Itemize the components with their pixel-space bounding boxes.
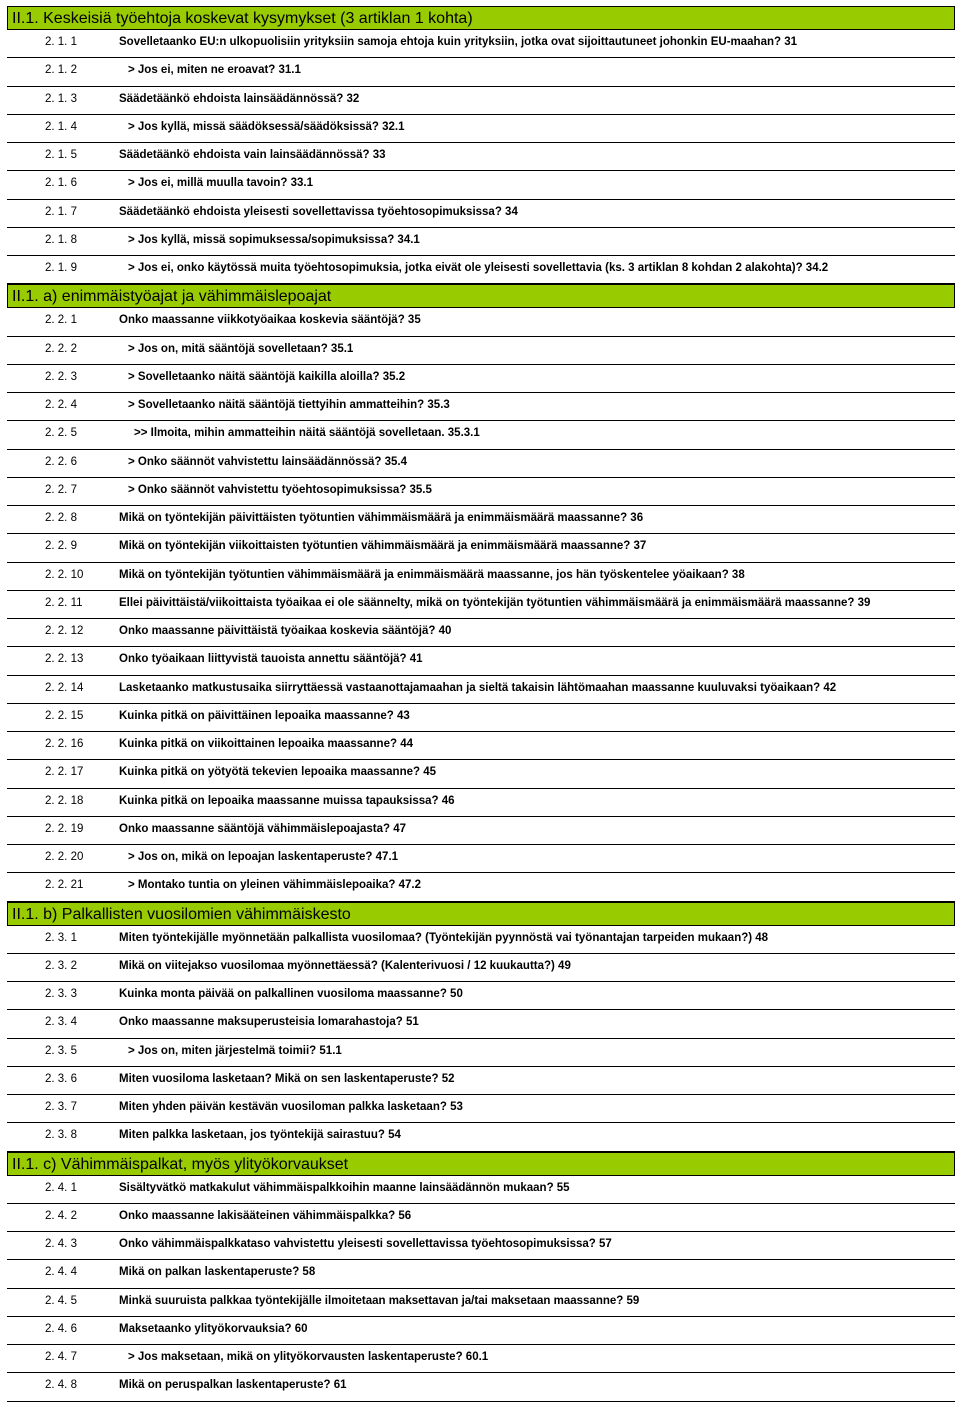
- question-text: > Sovelletaanko näitä sääntöjä tiettyihin ammatteihin? 35.3: [128, 399, 450, 411]
- question-number: 2. 2. 14: [45, 681, 84, 694]
- question-number: 2. 2. 9: [45, 540, 77, 553]
- question-row: [7, 845, 955, 873]
- question-text: Mikä on peruspalkan laskentaperuste? 61: [119, 1379, 347, 1392]
- question-number: 2. 3. 5: [45, 1044, 77, 1057]
- question-row: [7, 1039, 955, 1067]
- question-number: 2. 2. 8: [45, 512, 77, 524]
- question-row: [7, 789, 955, 817]
- question-text: Kuinka monta päivää on palkallinen vuosiloma maassanne? 50: [119, 988, 463, 1000]
- question-row: [7, 1123, 955, 1151]
- question-text: > Jos ei, onko käytössä muita työehtosopimuksia, jotka eivät ole yleisesti sovellettavia (ks. 3 artiklan 8 kohdan 2 alakohta)? 34.2: [128, 262, 829, 274]
- question-row: [7, 732, 955, 760]
- question-number: 2. 2. 4: [45, 399, 77, 411]
- question-text: > Sovelletaanko näitä sääntöjä kaikilla aloilla? 35.2: [128, 370, 406, 383]
- question-number: 2. 2. 19: [45, 822, 84, 835]
- question-text: > Jos ei, miten ne eroavat? 31.1: [128, 64, 301, 77]
- question-number: 2. 1. 1: [45, 36, 77, 48]
- question-number: 2. 2. 13: [45, 653, 84, 666]
- question-text: Mikä on työntekijän päivittäisten työtuntien vähimmäismäärä ja enimmäismäärä maassanne? 36: [119, 512, 644, 524]
- question-row: [7, 256, 955, 284]
- question-text: Säädetäänkö ehdoista vain lainsäädännössä? 33: [119, 149, 386, 161]
- question-row: [7, 760, 955, 788]
- question-text: Säädetäänkö ehdoista yleisesti sovellettavissa työehtosopimuksissa? 34: [119, 205, 518, 218]
- section-header: II.1. c) Vähimmäispalkat, myös ylityökorvaukset: [7, 1152, 955, 1176]
- question-text: > Jos on, mitä sääntöjä sovelletaan? 35.1: [128, 342, 354, 355]
- question-number: 2. 4. 6: [45, 1322, 77, 1335]
- question-text: Mikä on työntekijän viikoittaisten työtuntien vähimmäismäärä ja enimmäismäärä maassanne? 37: [119, 540, 647, 553]
- question-row: [7, 563, 955, 591]
- question-number: 2. 1. 6: [45, 177, 77, 190]
- question-number: 2. 2. 2: [45, 342, 77, 355]
- question-text: Kuinka pitkä on yötyötä tekevien lepoaika maassanne? 45: [119, 766, 437, 779]
- question-number: 2. 2. 10: [45, 568, 84, 581]
- question-number: 2. 2. 1: [45, 314, 77, 327]
- question-row: [7, 171, 955, 199]
- question-row: [7, 58, 955, 86]
- question-row: [7, 1176, 955, 1204]
- question-row: [7, 1373, 955, 1401]
- question-number: 2. 1. 8: [45, 233, 77, 246]
- question-text: Sovelletaanko EU:n ulkopuolisiin yrityksiin samoja ehtoja kuin yrityksiin, jotka ovat sijoittautuneet johonkin EU-maahan? 31: [119, 36, 798, 48]
- question-row: [7, 873, 955, 901]
- questionnaire-document: [7, 6, 955, 1402]
- question-number: 2. 3. 3: [45, 988, 77, 1000]
- question-number: 2. 4. 7: [45, 1351, 77, 1363]
- question-row: [7, 1095, 955, 1123]
- section-header: II.1. Keskeisiä työehtoja koskevat kysymykset (3 artiklan 1 kohta): [7, 6, 955, 30]
- question-row: [7, 450, 955, 478]
- question-row: [7, 506, 955, 534]
- section-header: II.1. b) Palkallisten vuosilomien vähimmäiskesto: [7, 902, 955, 926]
- question-text: > Onko säännöt vahvistettu lainsäädännössä? 35.4: [128, 455, 407, 468]
- question-number: 2. 1. 4: [45, 120, 77, 133]
- question-text: Kuinka pitkä on viikoittainen lepoaika maassanne? 44: [119, 738, 413, 750]
- question-text: > Jos kyllä, missä sopimuksessa/sopimuksissa? 34.1: [128, 233, 420, 246]
- question-number: 2. 2. 20: [45, 851, 84, 863]
- question-row: [7, 817, 955, 845]
- question-number: 2. 4. 3: [45, 1238, 77, 1250]
- question-number: 2. 2. 16: [45, 738, 84, 750]
- question-row: [7, 143, 955, 171]
- question-text: > Jos kyllä, missä säädöksessä/säädöksissä? 32.1: [128, 120, 405, 133]
- question-text: Säädetäänkö ehdoista lainsäädännössä? 32: [119, 92, 360, 105]
- question-row: [7, 676, 955, 704]
- question-row: [7, 591, 955, 619]
- question-number: 2. 2. 6: [45, 455, 77, 468]
- question-number: 2. 3. 8: [45, 1129, 77, 1142]
- question-text: Onko työaikaan liittyvistä tauoista annettu sääntöjä? 41: [119, 653, 423, 666]
- question-row: [7, 954, 955, 982]
- question-text: Mikä on viitejakso vuosilomaa myönnettäessä? (Kalenterivuosi / 12 kuukautta?) 49: [119, 959, 571, 972]
- question-row: [7, 1067, 955, 1095]
- question-text: Lasketaanko matkustusaika siirryttäessä vastaanottajamaahan ja sieltä takaisin lähtömaahan maassanne kuuluvaksi työaikaan? 42: [119, 681, 837, 694]
- sections-container: [7, 6, 955, 1402]
- question-row: [7, 308, 955, 336]
- question-text: Kuinka pitkä on lepoaika maassanne muissa tapauksissa? 46: [119, 794, 455, 807]
- question-number: 2. 4. 4: [45, 1266, 77, 1279]
- question-number: 2. 3. 4: [45, 1016, 77, 1029]
- question-text: Onko maassanne viikkotyöaikaa koskevia sääntöjä? 35: [119, 314, 421, 327]
- question-text: Minkä suuruista palkkaa työntekijälle ilmoitetaan maksettavan ja/tai maksetaan maassanne? 59: [119, 1294, 640, 1307]
- question-text: Onko maassanne lakisääteinen vähimmäispalkka? 56: [119, 1209, 412, 1222]
- question-number: 2. 2. 5: [45, 427, 77, 440]
- question-text: Onko maassanne maksuperusteisia lomarahastoja? 51: [119, 1016, 419, 1029]
- question-row: [7, 704, 955, 732]
- question-text: Onko maassanne sääntöjä vähimmäislepoajasta? 47: [119, 822, 406, 835]
- question-text: >> Ilmoita, mihin ammatteihin näitä sääntöjä sovelletaan. 35.3.1: [134, 427, 480, 440]
- question-text: Sisältyvätkö matkakulut vähimmäispalkkoihin maanne lainsäädännön mukaan? 55: [119, 1181, 570, 1194]
- section-header: II.1. a) enimmäistyöajat ja vähimmäislepoajat: [7, 284, 955, 308]
- question-row: [7, 115, 955, 143]
- question-text: Miten työntekijälle myönnetään palkallista vuosilomaa? (Työntekijän pyynnöstä vai työnantajan tarpeiden mukaan?) 48: [119, 931, 769, 944]
- question-number: 2. 2. 12: [45, 625, 84, 637]
- question-text: Onko vähimmäispalkkataso vahvistettu yleisesti sovellettavissa työehtosopimuksissa? 57: [119, 1238, 612, 1250]
- question-text: Onko maassanne päivittäistä työaikaa koskevia sääntöjä? 40: [119, 625, 452, 637]
- question-text: > Montako tuntia on yleinen vähimmäislepoaika? 47.2: [128, 879, 422, 892]
- question-row: [7, 421, 955, 449]
- question-text: Ellei päivittäistä/viikoittaista työaikaa ei ole säännelty, mikä on työntekijän työtuntien vähimmäismäärä ja enimmäismäärä maassanne? 39: [119, 596, 871, 609]
- question-text: Maksetaanko ylityökorvauksia? 60: [119, 1322, 308, 1335]
- question-number: 2. 1. 2: [45, 64, 77, 77]
- question-row: [7, 365, 955, 393]
- question-number: 2. 4. 5: [45, 1294, 77, 1307]
- question-number: 2. 1. 5: [45, 149, 77, 161]
- question-number: 2. 2. 21: [45, 879, 84, 892]
- question-number: 2. 3. 6: [45, 1072, 77, 1085]
- question-row: [7, 228, 955, 256]
- question-number: 2. 2. 11: [45, 596, 83, 609]
- question-number: 2. 3. 2: [45, 959, 77, 972]
- question-row: [7, 87, 955, 115]
- question-text: Miten yhden päivän kestävän vuosiloman palkka lasketaan? 53: [119, 1101, 463, 1113]
- question-text: Miten vuosiloma lasketaan? Mikä on sen laskentaperuste? 52: [119, 1072, 455, 1085]
- question-number: 2. 4. 1: [45, 1181, 77, 1194]
- question-number: 2. 2. 3: [45, 370, 77, 383]
- question-row: [7, 1317, 955, 1345]
- question-number: 2. 1. 3: [45, 92, 77, 105]
- question-row: [7, 1010, 955, 1038]
- question-number: 2. 4. 8: [45, 1379, 77, 1392]
- question-row: [7, 926, 955, 954]
- question-text: Mikä on työntekijän työtuntien vähimmäismäärä ja enimmäismäärä maassanne, jos hän työskentelee yöaikaan? 38: [119, 568, 745, 581]
- question-text: > Jos maksetaan, mikä on ylityökorvausten laskentaperuste? 60.1: [128, 1351, 489, 1363]
- question-row: [7, 982, 955, 1010]
- question-row: [7, 30, 955, 58]
- question-text: > Jos on, mikä on lepoajan laskentaperuste? 47.1: [128, 851, 399, 863]
- question-number: 2. 4. 2: [45, 1209, 77, 1222]
- question-row: [7, 619, 955, 647]
- question-text: > Jos ei, millä muulla tavoin? 33.1: [128, 177, 314, 190]
- question-row: [7, 534, 955, 562]
- question-number: 2. 2. 18: [45, 794, 84, 807]
- question-number: 2. 3. 7: [45, 1101, 77, 1113]
- question-text: Miten palkka lasketaan, jos työntekijä sairastuu? 54: [119, 1129, 401, 1142]
- question-row: [7, 478, 955, 506]
- question-text: > Onko säännöt vahvistettu työehtosopimuksissa? 35.5: [128, 483, 432, 496]
- question-number: 2. 1. 7: [45, 205, 77, 218]
- question-row: [7, 1289, 955, 1317]
- question-row: [7, 200, 955, 228]
- question-number: 2. 2. 15: [45, 709, 84, 722]
- question-text: Mikä on palkan laskentaperuste? 58: [119, 1266, 316, 1279]
- question-row: [7, 1345, 955, 1373]
- question-row: [7, 647, 955, 675]
- question-row: [7, 337, 955, 365]
- question-number: 2. 3. 1: [45, 931, 77, 944]
- question-text: Kuinka pitkä on päivittäinen lepoaika maassanne? 43: [119, 709, 410, 722]
- question-text: > Jos on, miten järjestelmä toimii? 51.1: [128, 1044, 342, 1057]
- question-number: 2. 2. 17: [45, 766, 84, 779]
- question-row: [7, 393, 955, 421]
- question-number: 2. 2. 7: [45, 483, 77, 496]
- question-row: [7, 1260, 955, 1288]
- question-number: 2. 1. 9: [45, 262, 77, 274]
- question-row: [7, 1232, 955, 1260]
- question-row: [7, 1204, 955, 1232]
